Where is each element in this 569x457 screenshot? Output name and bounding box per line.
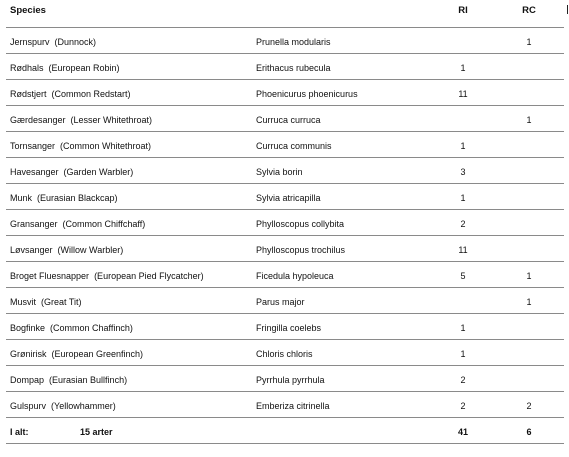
- scientific-name: Prunella modularis: [256, 37, 331, 47]
- scientific-name: Phylloscopus trochilus: [256, 245, 346, 255]
- species-danish-name: [10, 115, 152, 126]
- ri-count: 3: [460, 167, 466, 177]
- species-danish-name: [10, 167, 133, 178]
- species-danish-name: [10, 193, 118, 204]
- english-name: (Great Tit): [41, 297, 82, 307]
- table-row: [6, 132, 564, 158]
- ri-count: 2: [460, 219, 466, 229]
- danish-name: Dompap: [10, 375, 45, 385]
- table-row: [6, 106, 564, 132]
- ri-count: 2: [460, 375, 466, 385]
- species-danish-name: [10, 375, 127, 386]
- english-name: (European Robin): [48, 63, 120, 73]
- ri-count: 1: [460, 323, 466, 333]
- rc-count: 1: [526, 37, 532, 47]
- species-danish-name: [10, 349, 143, 360]
- species-danish-name: [10, 401, 116, 412]
- rc-count: 1: [526, 115, 532, 125]
- danish-name: Gransanger: [10, 219, 58, 229]
- table-body: [6, 28, 564, 418]
- species-danish-name: [10, 63, 120, 74]
- header-species: Species: [10, 5, 46, 16]
- table-row: [6, 236, 564, 262]
- table-header-row: [6, 0, 564, 28]
- danish-name: Jernspurv: [10, 37, 50, 47]
- rc-count: 1: [526, 297, 532, 307]
- english-name: (European Pied Flycatcher): [94, 271, 204, 281]
- english-name: (Common Whitethroat): [60, 141, 152, 151]
- scientific-name: Phylloscopus collybita: [256, 219, 345, 229]
- english-name: (Garden Warbler): [63, 167, 134, 177]
- total-ri: 41: [457, 427, 468, 437]
- danish-name: Bogfinke: [10, 323, 46, 333]
- danish-name: Rødhals: [10, 63, 44, 73]
- ri-count: 1: [460, 193, 466, 203]
- danish-name: Gulspurv: [10, 401, 47, 411]
- english-name: (European Greenfinch): [51, 349, 144, 359]
- danish-name: Munk: [10, 193, 33, 203]
- species-danish-name: [10, 323, 133, 334]
- rc-count: 2: [526, 401, 532, 411]
- scientific-name: Chloris chloris: [256, 349, 313, 359]
- ri-count: 11: [458, 245, 468, 255]
- species-table: [6, 0, 564, 444]
- species-danish-name: [10, 297, 82, 308]
- danish-name: Tornsanger: [10, 141, 56, 151]
- species-danish-name: [10, 141, 151, 152]
- table-total-row: [6, 418, 564, 444]
- table-row: [6, 366, 564, 392]
- header-ri: RI: [458, 5, 468, 16]
- species-danish-name: [10, 37, 96, 48]
- ri-count: 1: [460, 141, 466, 151]
- scientific-name: Erithacus rubecula: [256, 63, 331, 73]
- scientific-name: Emberiza citrinella: [256, 401, 330, 411]
- scientific-name: Fringilla coelebs: [256, 323, 322, 333]
- rc-count: 1: [526, 271, 532, 281]
- danish-name: Havesanger: [10, 167, 59, 177]
- danish-name: Rødstjert: [10, 89, 47, 99]
- danish-name: Broget Fluesnapper: [10, 271, 90, 281]
- ri-count: 1: [460, 349, 466, 359]
- ri-count: 5: [460, 271, 466, 281]
- column-divider-mark: [567, 5, 568, 14]
- table-row: [6, 80, 564, 106]
- scientific-name: Sylvia borin: [256, 167, 303, 177]
- scientific-name: Phoenicurus phoenicurus: [256, 89, 358, 99]
- danish-name: Gærdesanger: [10, 115, 66, 125]
- english-name: (Common Chaffinch): [50, 323, 133, 333]
- table-row: [6, 262, 564, 288]
- english-name: (Dunnock): [54, 37, 97, 47]
- english-name: (Common Chiffchaff): [62, 219, 146, 229]
- english-name: (Lesser Whitethroat): [70, 115, 153, 125]
- table-row: [6, 314, 564, 340]
- english-name: (Common Redstart): [51, 89, 131, 99]
- table-row: [6, 288, 564, 314]
- danish-name: Grønirisk: [10, 349, 47, 359]
- table-row: [6, 340, 564, 366]
- scientific-name: Curruca curruca: [256, 115, 321, 125]
- ri-count: 1: [460, 63, 466, 73]
- scientific-name: Parus major: [256, 297, 305, 307]
- ri-count: 11: [458, 89, 468, 99]
- scientific-name: Pyrrhula pyrrhula: [256, 375, 325, 385]
- total-rc: 6: [526, 427, 532, 437]
- table-row: [6, 210, 564, 236]
- danish-name: Musvit: [10, 297, 37, 307]
- scientific-name: Sylvia atricapilla: [256, 193, 321, 203]
- species-danish-name: [10, 89, 131, 100]
- species-danish-name: [10, 271, 204, 282]
- ri-count: 2: [460, 401, 466, 411]
- danish-name: Løvsanger: [10, 245, 53, 255]
- english-name: (Yellowhammer): [51, 401, 116, 411]
- total-species-count: 15 arter: [80, 427, 113, 437]
- species-danish-name: [10, 219, 145, 230]
- species-danish-name: [10, 245, 123, 256]
- table-row: [6, 392, 564, 418]
- total-label: I alt:: [10, 427, 29, 437]
- scientific-name: Ficedula hypoleuca: [256, 271, 334, 281]
- table-row: [6, 28, 564, 54]
- table-row: [6, 158, 564, 184]
- table-row: [6, 184, 564, 210]
- header-rc: RC: [522, 5, 536, 16]
- english-name: (Eurasian Blackcap): [37, 193, 118, 203]
- table-row: [6, 54, 564, 80]
- english-name: (Willow Warbler): [57, 245, 124, 255]
- scientific-name: Curruca communis: [256, 141, 332, 151]
- english-name: (Eurasian Bullfinch): [49, 375, 128, 385]
